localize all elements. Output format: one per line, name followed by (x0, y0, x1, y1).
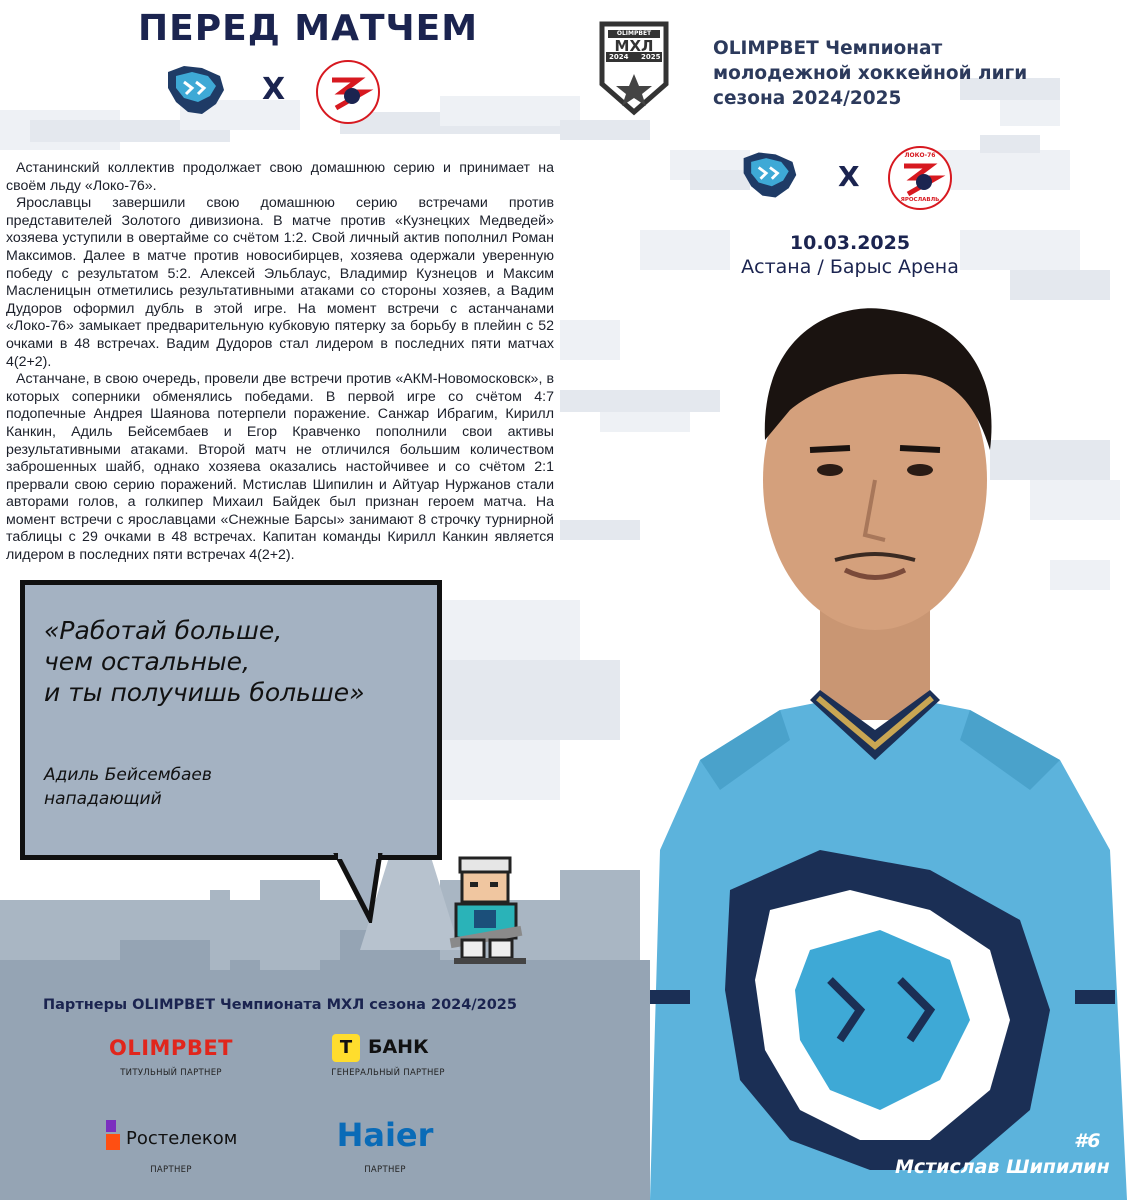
mhl-logo-year-end: 2025 (641, 53, 661, 61)
mhl-logo-mark: МХЛ (614, 37, 654, 55)
quote-line: «Работай больше, (44, 616, 283, 645)
barys-logo-small (162, 62, 228, 118)
article-paragraph: Астанинский коллектив продолжает свою домашнюю серию и принимает на своём льду «Локо-76». (6, 160, 554, 194)
rostelecom-icon (102, 1118, 122, 1152)
championship-title-line: OLIMPBET Чемпионат (713, 38, 943, 59)
championship-title-line: молодежной хоккейной лиги (713, 63, 1028, 84)
pixel-hockey-player-illustration (440, 852, 540, 972)
rostelecom-logo: Ростелеком (126, 1128, 238, 1149)
player-photo (630, 290, 1127, 1200)
partner-rostelecom[interactable] (98, 1118, 248, 1154)
tbank-logo: БАНК (368, 1036, 429, 1058)
loko-logo-text-top: ЛОКО-76 (904, 152, 936, 159)
quote-author (44, 763, 212, 811)
page-title: ПЕРЕД МАТЧЕМ (138, 8, 479, 49)
quote-line: чем остальные, (44, 647, 251, 676)
article-paragraph: Ярославцы завершили свою домашнюю серию встречами против представителей Золотого дивизиона. В матче против «Кузнецких Медведей» хозяева уступили в овертайме со счётом 1:2. Свой личный актив пополнил Роман Максимов. Далее в матче против новосибирцев, хозяева одержали уверенную победу с результатом 5:2. Алексей Эльблаус, Владимир Кузнецов и Максим Масленицын отметились результативными атаками со стороны хозяев, а Вадим Дудоров оформил дубль в этой игре. На момент встречи с астанчанами «Локо-76» замыкает предварительную кубковую пятерку за борьбу в плейин с 52 очками в 48 встречах. Вадим Дудоров стал лидером в последних пяти матчах 4(2+2). (6, 195, 554, 370)
quote-line: и ты получишь больше» (44, 678, 365, 707)
loko-logo-small (316, 60, 380, 124)
championship-title (713, 36, 1073, 111)
player-name: Мстислав Шипилин (895, 1156, 1110, 1178)
barys-logo (738, 148, 800, 202)
match-date: 10.03.2025 (789, 232, 911, 254)
vs-label-top: X (262, 72, 286, 107)
partners-title: Партнеры OLIMPBET Чемпионата МХЛ сезона 2024/2025 (43, 997, 517, 1013)
article-body (6, 160, 554, 565)
partner-tbank[interactable] (330, 1034, 450, 1064)
partner-role-rostelecom: ПАРТНЕР (150, 1165, 192, 1175)
match-venue: Астана / Барыс Арена (741, 256, 959, 278)
quote-text (44, 615, 424, 708)
olimpbet-logo: OLIMPBET (108, 1036, 233, 1060)
quote-author-role: нападающий (44, 789, 162, 809)
championship-title-line: сезона 2024/2025 (713, 88, 902, 109)
quote-author-name: Адиль Бейсембаев (44, 765, 212, 785)
mhl-logo-year-start: 2024 (609, 53, 629, 61)
mhl-logo-brand: OLIMPBET (616, 30, 652, 37)
partner-haier[interactable] (320, 1116, 450, 1154)
partner-olimpbet[interactable] (96, 1036, 246, 1060)
mhl-logo (598, 18, 670, 116)
vs-label-match: X (838, 160, 860, 193)
player-number: #6 (1074, 1130, 1101, 1152)
quote-bubble-tail (330, 853, 390, 923)
haier-logo: Haier (336, 1116, 434, 1154)
tbank-shield-icon: Т (332, 1034, 360, 1062)
article-paragraph: Астанчане, в свою очередь, провели две встречи против «АКМ-Новомосковск», в которых соперники обменялись победами. В первой игре со счётом 4:7 подопечные Андрея Шаянова потерпели поражение. Санжар Ибрагим, Кирилл Канкин, Адиль Бейсембаев и Егор Кравченко пополнили свои активы результативными атаками. Второй матч не отличился большим количеством заброшенных шайб, однако хозяева оказались настойчивее и со счётом 2:1 прервали свою серию поражений. Мстислав Шипилин и Айтуар Нуржанов стали авторами голов, а голкипер Михаил Байдек был признан героем матча. На момент встречи с ярославцами «Снежные Барсы» занимают 8 строчку турнирной таблицы с 29 очками в 48 встречах. Капитан команды Кирилл Канкин является лидером в последних пяти встречах 4(2+2). (6, 371, 554, 564)
loko-logo-text-bottom: ЯРОСЛАВЛЬ (900, 197, 940, 203)
partner-role-tbank: ГЕНЕРАЛЬНЫЙ ПАРТНЕР (331, 1068, 445, 1078)
partner-role-olimpbet: ТИТУЛЬНЫЙ ПАРТНЕР (120, 1068, 222, 1078)
loko-logo (888, 146, 952, 210)
partner-role-haier: ПАРТНЕР (364, 1165, 406, 1175)
